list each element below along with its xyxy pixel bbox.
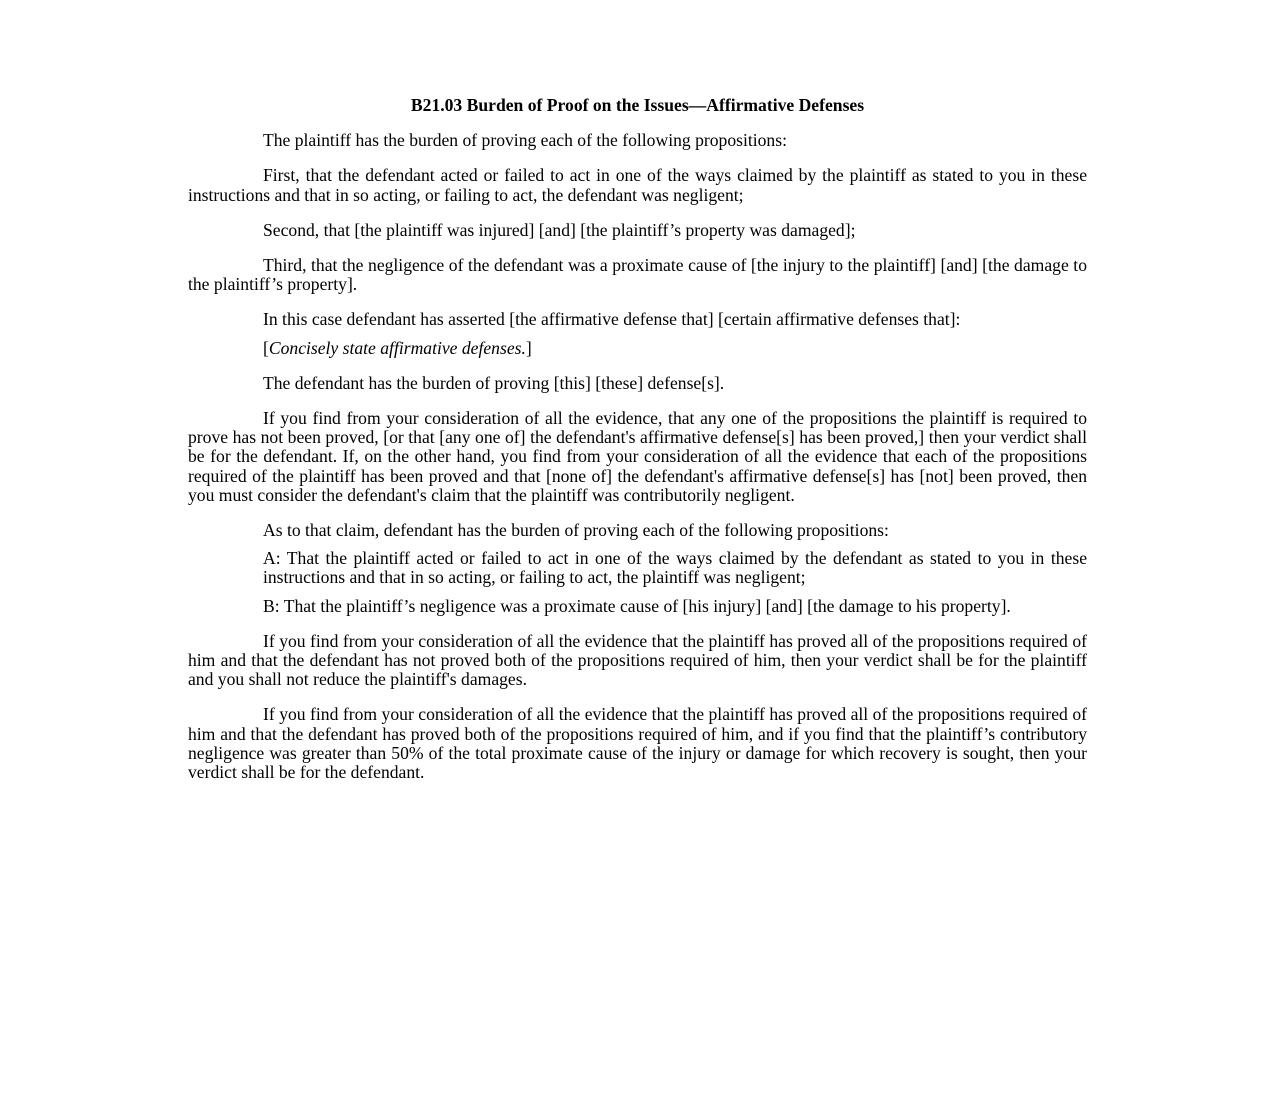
document-title: B21.03 Burden of Proof on the Issues—Affirmative Defenses [410,95,865,115]
concise-instruction: Concisely state affirmative defenses. [268,337,526,358]
defense-burden-paragraph: The defendant has the burden of proving [this] [these] defense[s]. [263,372,725,393]
proposition-b: B: That the plaintiff’s negligence was a proximate cause of [his injury] [and] [the damage to his property]. [263,595,1011,616]
first-proposition: First, that the defendant acted or failed to act in one of the ways claimed by the plaintiff as stated to you in these instructions and that in so acting, or failing to act, the defendant was negligent; [188,165,1087,205]
verdict-paragraph-2: If you find from your consideration of all the evidence that the plaintiff has proved all of the propositions required of him and that the defendant has not proved both of the propositions required of him, then your verdict shall be for the plaintiff and you shall not reduce the plaintiff's damages. [188,630,1087,690]
intro-paragraph: The plaintiff has the burden of proving each of the following propositions: [263,130,787,151]
contributory-claim-paragraph: As to that claim, defendant has the burden of proving each of the following propositions: [263,520,889,541]
document-page [188,96,1087,798]
asserted-defenses-paragraph: In this case defendant has asserted [the affirmative defense that] [certain affirmative defenses that]: [263,309,961,330]
second-proposition: Second, that [the plaintiff was injured] [and] [the plaintiff’s property was damaged]; [263,219,856,240]
verdict-paragraph-3: If you find from your consideration of all the evidence that the plaintiff has proved all of the propositions required of him and that the defendant has proved both of the propositions required of him, and if you find that the plaintiff’s contributory negligence was greater than 50% of the total proximate cause of the injury or damage for which recovery is sought, then your verdict shall be for the defendant. [188,704,1087,783]
concise-close-bracket: ] [525,337,532,358]
third-proposition: Third, that the negligence of the defendant was a proximate cause of [the injury to the plaintiff] [and] [the damage to the plaintiff’s property]. [188,255,1087,295]
concise-open-bracket: [ [263,337,269,358]
concise-defenses-placeholder [263,339,1087,358]
proposition-a: A: That the plaintiff acted or failed to act in one of the ways claimed by the defendant as stated to you in these instructions and that in so acting, or failing to act, the plaintiff was negligent; [263,548,1087,588]
verdict-paragraph-1: If you find from your consideration of all the evidence, that any one of the propositions the plaintiff is required to prove has not been proved, [or that [any one of] the defendant's affirmative defense[s] has been proved,] then your verdict shall be for the defendant. If, on the other hand, you find from your consideration of all the evidence that each of the propositions required of the plaintiff has been proved and that [none of] the defendant's affirmative defense[s] has [not] been proved, then you must consider the defendant's claim that the plaintiff was contributorily negligent. [188,408,1087,505]
